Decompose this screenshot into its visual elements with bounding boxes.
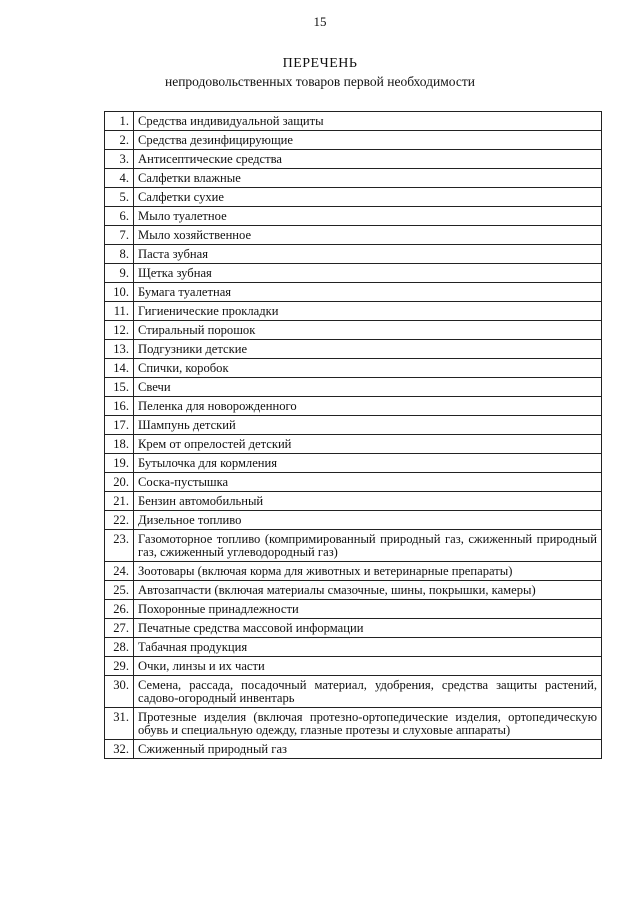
table-row [105, 131, 602, 150]
item-number: 1. [105, 112, 134, 131]
item-number: 27. [105, 619, 134, 638]
table-row [105, 378, 602, 397]
table-row [105, 492, 602, 511]
item-number: 7. [105, 226, 134, 245]
table-row [105, 435, 602, 454]
item-number: 12. [105, 321, 134, 340]
item-number: 4. [105, 169, 134, 188]
table-row [105, 207, 602, 226]
item-name: Свечи [134, 378, 602, 397]
document-subtitle: непродовольственных товаров первой необходимости [164, 74, 475, 89]
item-name: Пеленка для новорожденного [134, 397, 602, 416]
item-name: Автозапчасти (включая материалы смазочные, шины, покрышки, камеры) [134, 581, 602, 600]
table-row [105, 150, 602, 169]
item-name: Похоронные принадлежности [134, 600, 602, 619]
item-name: Сжиженный природный газ [134, 740, 602, 759]
item-number: 16. [105, 397, 134, 416]
table-row [105, 454, 602, 473]
item-number: 18. [105, 435, 134, 454]
item-number: 10. [105, 283, 134, 302]
table-row [105, 511, 602, 530]
table-row [105, 188, 602, 207]
table-row [105, 562, 602, 581]
table-row [105, 359, 602, 378]
table-row [105, 169, 602, 188]
item-number: 6. [105, 207, 134, 226]
table-row [105, 264, 602, 283]
item-name: Спички, коробок [134, 359, 602, 378]
item-number: 29. [105, 657, 134, 676]
item-name: Бензин автомобильный [134, 492, 602, 511]
item-number: 13. [105, 340, 134, 359]
item-number: 15. [105, 378, 134, 397]
item-number: 8. [105, 245, 134, 264]
item-number: 11. [105, 302, 134, 321]
item-name: Крем от опрелостей детский [134, 435, 602, 454]
item-number: 9. [105, 264, 134, 283]
item-number: 23. [105, 530, 134, 562]
table-row [105, 638, 602, 657]
page-number: 15 [313, 14, 327, 29]
table-row [105, 530, 602, 562]
table-row [105, 581, 602, 600]
item-name: Гигиенические прокладки [134, 302, 602, 321]
item-name: Шампунь детский [134, 416, 602, 435]
item-name: Очки, линзы и их части [134, 657, 602, 676]
item-name: Зоотовары (включая корма для животных и ветеринарные препараты) [134, 562, 602, 581]
table-row [105, 302, 602, 321]
item-number: 25. [105, 581, 134, 600]
item-name: Газомоторное топливо (компримированный природный газ, сжиженный природный газ, сжиженный углеводородный газ) [134, 530, 602, 562]
item-name: Соска-пустышка [134, 473, 602, 492]
item-number: 22. [105, 511, 134, 530]
table-row [105, 321, 602, 340]
item-name: Печатные средства массовой информации [134, 619, 602, 638]
table-row [105, 708, 602, 740]
table-row [105, 397, 602, 416]
item-name: Средства индивидуальной защиты [134, 112, 602, 131]
item-number: 5. [105, 188, 134, 207]
item-name: Подгузники детские [134, 340, 602, 359]
item-number: 32. [105, 740, 134, 759]
goods-list-body [105, 112, 602, 759]
item-number: 2. [105, 131, 134, 150]
table-row [105, 416, 602, 435]
table-row [105, 600, 602, 619]
table-row [105, 340, 602, 359]
item-name: Табачная продукция [134, 638, 602, 657]
item-name: Бутылочка для кормления [134, 454, 602, 473]
item-name: Мыло туалетное [134, 207, 602, 226]
table-row [105, 283, 602, 302]
item-number: 3. [105, 150, 134, 169]
item-name: Паста зубная [134, 245, 602, 264]
item-name: Средства дезинфицирующие [134, 131, 602, 150]
item-name: Бумага туалетная [134, 283, 602, 302]
item-name: Мыло хозяйственное [134, 226, 602, 245]
item-name: Дизельное топливо [134, 511, 602, 530]
item-name: Антисептические средства [134, 150, 602, 169]
item-number: 24. [105, 562, 134, 581]
item-number: 14. [105, 359, 134, 378]
table-row [105, 226, 602, 245]
item-number: 21. [105, 492, 134, 511]
item-name: Салфетки влажные [134, 169, 602, 188]
table-row [105, 473, 602, 492]
item-number: 17. [105, 416, 134, 435]
item-name: Стиральный порошок [134, 321, 602, 340]
item-name: Протезные изделия (включая протезно-ортопедические изделия, ортопедическую обувь и специальную одежду, глазные протезы и слуховые аппараты) [134, 708, 602, 740]
goods-list-table [104, 111, 602, 759]
item-number: 31. [105, 708, 134, 740]
document-title: ПЕРЕЧЕНЬ [282, 56, 358, 71]
table-row [105, 112, 602, 131]
item-name: Семена, рассада, посадочный материал, удобрения, средства защиты растений, садово-огородный инвентарь [134, 676, 602, 708]
table-row [105, 740, 602, 759]
item-number: 28. [105, 638, 134, 657]
table-row [105, 245, 602, 264]
item-name: Салфетки сухие [134, 188, 602, 207]
item-number: 30. [105, 676, 134, 708]
item-number: 19. [105, 454, 134, 473]
table-row [105, 619, 602, 638]
table-row [105, 657, 602, 676]
item-name: Щетка зубная [134, 264, 602, 283]
item-number: 26. [105, 600, 134, 619]
item-number: 20. [105, 473, 134, 492]
table-row [105, 676, 602, 708]
